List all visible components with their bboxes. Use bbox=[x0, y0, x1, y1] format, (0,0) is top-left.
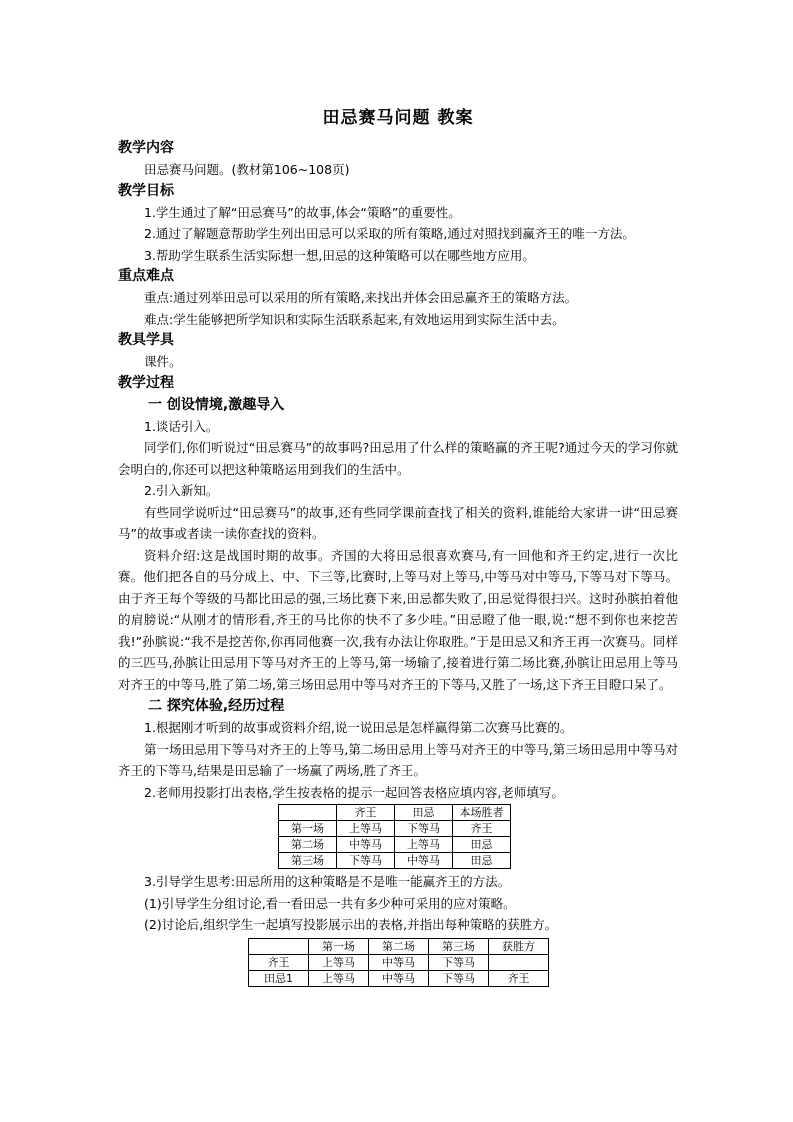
table-row bbox=[249, 954, 549, 970]
race-table-1 bbox=[278, 804, 511, 869]
table-cell: 齐王 bbox=[337, 805, 395, 821]
table-row bbox=[279, 837, 511, 853]
table-cell: 田忌 bbox=[395, 805, 453, 821]
table-cell: 获胜方 bbox=[489, 938, 549, 954]
paragraph: 同学们,你们听说过“田忌赛马”的故事吗?田忌用了什么样的策略赢的齐王呢?通过今天的学习你就会明白的,你还可以把这种策略运用到我们的生活中。 bbox=[118, 440, 678, 477]
paragraph: 第一场田忌用下等马对齐王的上等马,第二场田忌用上等马对齐王的中等马,第三场田忌用中等马对齐王的下等马,结果是田忌输了一场赢了两场,胜了齐王。 bbox=[118, 741, 678, 778]
key-point-item: 难点:学生能够把所学知识和实际生活联系起来,有效地运用到实际生活中去。 bbox=[144, 311, 565, 327]
table-row bbox=[249, 970, 549, 986]
paragraph: (2)讨论后,组织学生一起填写投影展示出的表格,并指出每种策略的获胜方。 bbox=[144, 917, 558, 932]
table-cell: 下等马 bbox=[337, 853, 395, 869]
table-cell: 齐王 bbox=[453, 821, 511, 837]
table-cell: 齐王 bbox=[249, 954, 309, 970]
paragraph: 1.谈话引入。 bbox=[144, 418, 219, 434]
section-heading-tools: 教具学具 bbox=[118, 332, 174, 348]
table-cell: 上等马 bbox=[395, 837, 453, 853]
table-cell: 齐王 bbox=[489, 970, 549, 986]
table-cell: 田忌 bbox=[453, 837, 511, 853]
paragraph: 2.老师用投影打出表格,学生按表格的提示一起回答表格应填内容,老师填写。 bbox=[144, 784, 564, 800]
table-cell: 中等马 bbox=[369, 954, 429, 970]
section-heading-goals: 教学目标 bbox=[118, 182, 174, 199]
paragraph: (1)引导学生分组讨论,看一看田忌一共有多少种可采用的应对策略。 bbox=[144, 895, 516, 911]
table-cell: 下等马 bbox=[429, 970, 489, 986]
table-cell: 第二场 bbox=[369, 938, 429, 954]
part1-title: 一 创设情境,激趣导入 bbox=[148, 396, 285, 413]
table-cell: 第一场 bbox=[309, 938, 369, 954]
table-cell bbox=[249, 938, 309, 954]
content-text: 田忌赛马问题。(教材第106~108页) bbox=[144, 162, 350, 177]
table-cell: 上等马 bbox=[337, 821, 395, 837]
table-row bbox=[279, 821, 511, 837]
paragraph: 有些同学说听过“田忌赛马”的故事,还有些同学课前查找了相关的资料,谁能给大家讲一讲“田忌赛马”的故事或者读一读你查找的资料。 bbox=[118, 504, 678, 541]
section-heading-process: 教学过程 bbox=[118, 374, 174, 391]
table-cell: 下等马 bbox=[429, 954, 489, 970]
strategy-table bbox=[248, 938, 549, 987]
table-cell: 本场胜者 bbox=[453, 805, 511, 821]
table-header-row bbox=[279, 805, 511, 821]
paragraph: 3.引导学生思考:田忌所用的这种策略是不是唯一能赢齐王的方法。 bbox=[144, 874, 511, 889]
table-cell: 第三场 bbox=[429, 938, 489, 954]
table-cell: 中等马 bbox=[369, 970, 429, 986]
table-cell: 中等马 bbox=[395, 853, 453, 869]
document-page bbox=[118, 100, 678, 987]
table-header-row bbox=[249, 938, 549, 954]
section-heading-content: 教学内容 bbox=[118, 140, 174, 156]
table-row bbox=[279, 853, 511, 869]
paragraph: 1.根据刚才听到的故事或资料介绍,说一说田忌是怎样赢得第二次赛马比赛的。 bbox=[144, 720, 573, 735]
goal-item: 3.帮助学生联系生活实际想一想,田忌的这种策略可以在哪些地方应用。 bbox=[144, 247, 535, 263]
goal-item: 1.学生通过了解“田忌赛马”的故事,体会“策略”的重要性。 bbox=[144, 204, 461, 220]
table-cell: 下等马 bbox=[395, 821, 453, 837]
table-cell: 上等马 bbox=[309, 954, 369, 970]
table-cell: 上等马 bbox=[309, 970, 369, 986]
document-title: 田忌赛马问题 教案 bbox=[322, 108, 474, 128]
table-cell bbox=[489, 954, 549, 970]
part2-title: 二 探究体验,经历过程 bbox=[148, 698, 285, 714]
tools-text: 课件。 bbox=[144, 354, 182, 369]
table-cell: 第三场 bbox=[279, 853, 337, 869]
section-heading-key-points: 重点难点 bbox=[118, 268, 174, 284]
goal-item: 2.通过了解题意帮助学生列出田忌可以采取的所有策略,通过对照找到赢齐王的唯一方法。 bbox=[144, 226, 635, 241]
story-paragraph: 资料介绍:这是战国时期的故事。齐国的大将田忌很喜欢赛马,有一回他和齐王约定,进行一次比赛。他们把各自的马分成上、中、下三等,比赛时,上等马对上等马,中等马对中等马,下等马对下等马。由于齐王每个等级的马都比田忌的强,三场比赛下来,田忌都失败了,田忌觉得很扫兴。这时孙膑拍着他的肩膀说:“从刚才的情形看,齐王的马比你的快不了多少哇。”田忌瞪了他一眼,说:“想不到你也来挖苦我!”孙膑说:“我不是挖苦你,你再同他赛一次,我有办法让你取胜。”于是田忌又和齐王再一次赛马。同样的三匹马,孙膑让田忌用下等马对齐王的上等马,第一场输了,接着进行第二场比赛,孙膑让田忌用上等马对齐王的中等马,胜了第二场,第三场田忌用中等马对齐王的下等马,又胜了一场,这下齐王目瞪口呆了。 bbox=[118, 547, 678, 692]
table-cell: 中等马 bbox=[337, 837, 395, 853]
table-cell bbox=[279, 805, 337, 821]
table-cell: 第二场 bbox=[279, 837, 337, 853]
table-cell: 田忌 bbox=[453, 853, 511, 869]
paragraph: 2.引入新知。 bbox=[144, 483, 219, 498]
table-cell: 田忌1 bbox=[249, 970, 309, 986]
table-cell: 第一场 bbox=[279, 821, 337, 837]
key-point-item: 重点:通过列举田忌可以采用的所有策略,来找出并体会田忌赢齐王的策略方法。 bbox=[144, 290, 578, 305]
